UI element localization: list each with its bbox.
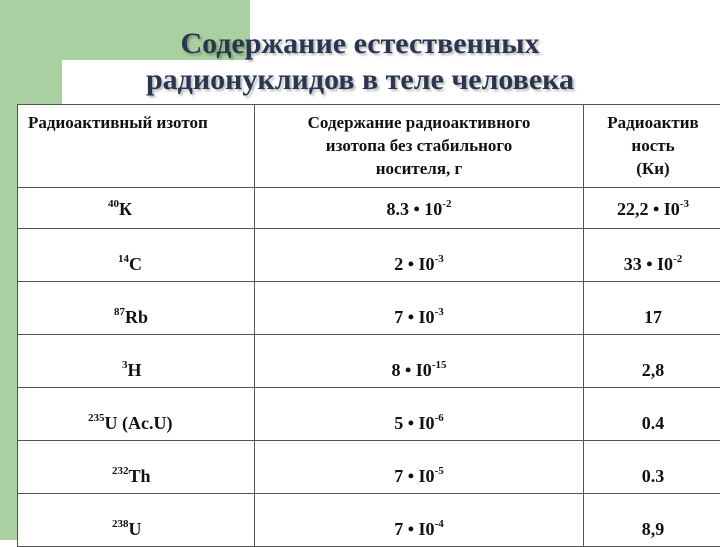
- isotope-cell: [18, 441, 255, 494]
- activity-cell: [584, 388, 720, 441]
- isotope-element: Th: [129, 466, 151, 486]
- activity-exponent: -3: [680, 198, 689, 210]
- table-row: [18, 188, 720, 229]
- isotope-element: С: [129, 254, 142, 274]
- content-exponent: -3: [435, 253, 444, 265]
- content-exponent: -15: [432, 359, 447, 371]
- activity-value: 17: [644, 307, 662, 327]
- content-cell: [255, 229, 584, 282]
- isotope-mass: 40: [108, 198, 119, 210]
- table-row: [18, 388, 720, 441]
- header-content: [255, 105, 584, 188]
- header-isotope: Радиоактивный изотоп: [18, 105, 255, 188]
- isotope-cell: [18, 188, 255, 229]
- activity-value: 0.3: [642, 466, 665, 486]
- isotope-element: U (Ac.U): [105, 413, 173, 433]
- isotope-element: Rb: [125, 307, 148, 327]
- table-row: [18, 494, 720, 547]
- content-value: 8.3 • 10: [387, 199, 443, 219]
- content-exponent: -2: [442, 198, 451, 210]
- header-content-line-1: Содержание радиоактивного: [255, 111, 583, 134]
- table-row: [18, 441, 720, 494]
- activity-value: 0.4: [642, 413, 665, 433]
- isotope-mass: 87: [114, 306, 125, 318]
- activity-value: 8,9: [642, 519, 665, 539]
- slide-title-line-1: Содержание естественных: [0, 26, 720, 62]
- activity-exponent: -2: [673, 253, 682, 265]
- content-value: 8 • I0: [392, 360, 432, 380]
- isotope-element: К: [119, 199, 132, 219]
- content-cell: [255, 335, 584, 388]
- content-cell: [255, 494, 584, 547]
- header-content-line-2: изотопа без стабильного: [255, 134, 583, 157]
- activity-value: 2,8: [642, 360, 665, 380]
- isotope-cell: [18, 229, 255, 282]
- table-row: [18, 229, 720, 282]
- header-content-line-3: носителя, г: [255, 157, 583, 180]
- content-exponent: -3: [435, 306, 444, 318]
- content-cell: [255, 388, 584, 441]
- isotope-element: U: [129, 519, 142, 539]
- content-value: 7 • I0: [394, 519, 434, 539]
- activity-cell: [584, 494, 720, 547]
- isotope-mass: 235: [88, 412, 105, 424]
- content-value: 2 • I0: [394, 254, 434, 274]
- content-exponent: -6: [435, 412, 444, 424]
- header-activity-line-3: (Ки): [584, 157, 720, 180]
- header-activity: [584, 105, 720, 188]
- content-exponent: -5: [435, 465, 444, 477]
- isotope-element: Н: [128, 360, 142, 380]
- table-header-row: [18, 105, 720, 188]
- content-cell: [255, 188, 584, 229]
- activity-cell: [584, 229, 720, 282]
- content-cell: [255, 282, 584, 335]
- isotope-mass: 232: [112, 465, 129, 477]
- isotope-cell: [18, 335, 255, 388]
- isotope-mass: 3: [122, 359, 128, 371]
- activity-cell: [584, 441, 720, 494]
- activity-cell: [584, 335, 720, 388]
- content-exponent: -4: [435, 518, 444, 530]
- slide-title-line-2: радионуклидов в теле человека: [0, 62, 720, 98]
- header-activity-line-2: ность: [584, 134, 720, 157]
- activity-value: 33 • I0: [624, 254, 673, 274]
- isotope-cell: [18, 494, 255, 547]
- isotope-mass: 238: [112, 518, 129, 530]
- isotope-table: [17, 104, 720, 547]
- table-row: [18, 335, 720, 388]
- header-activity-line-1: Радиоактив: [584, 111, 720, 134]
- content-cell: [255, 441, 584, 494]
- activity-value: 22,2 • I0: [617, 199, 680, 219]
- content-value: 7 • I0: [394, 307, 434, 327]
- activity-cell: [584, 282, 720, 335]
- activity-cell: [584, 188, 720, 229]
- table-row: [18, 282, 720, 335]
- slide-title: [0, 26, 720, 98]
- isotope-cell: [18, 388, 255, 441]
- isotope-mass: 14: [118, 253, 129, 265]
- content-value: 5 • I0: [394, 413, 434, 433]
- content-value: 7 • I0: [394, 466, 434, 486]
- isotope-cell: [18, 282, 255, 335]
